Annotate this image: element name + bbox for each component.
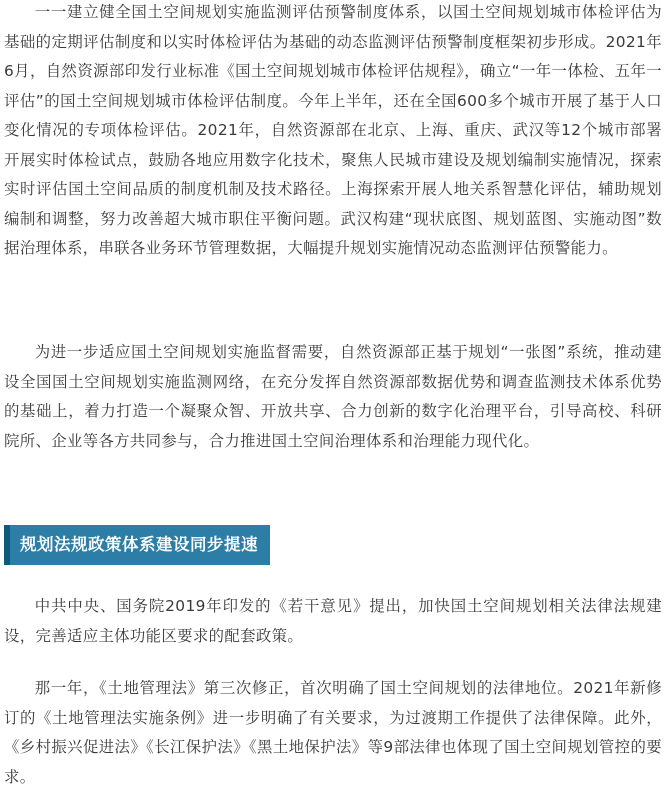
paragraph-monitoring-network: 为进一步适应国土空间规划实施监督需要，自然资源部正基于规划“一张图”系统，推动建设全国国土空间规划实施监测网络，在充分发挥自然资源部数据优势和调查监测技术体系优势的基础上，着力打造一个凝聚众智、开放共享、合力创新的数字化治理平台，引导高校、科研院所、企业等各方共同参与，合力推进国土空间治理体系和治理能力现代化。 xyxy=(4,343,662,450)
paragraph-monitoring-system: 一一建立健全国土空间规划实施监测评估预警制度体系，以国土空间规划城市体检评估为基础的定期评估制度和以实时体检评估为基础的动态监测评估预警制度框架初步形成。2021年6月，自然资源部印发行业标准《国土空间规划城市体检评估规程》，确立“一年一体检、五年一评估”的国土空间规划城市体检评估制度。今年上半年，还在全国600多个城市开展了基于人口变化情况的专项体检评估。2021年，自然资源部在北京、上海、重庆、武汉等12个城市部署开展实时体检试点，鼓励各地应用数字化技术，聚焦人民城市建设及规划编制实施情况，探索实时评估国土空间品质的制度机制及技术路径。上海探索开展人地关系智慧化评估，辅助规划编制和调整，努力改善超大城市职住平衡问题。武汉构建“现状底图、规划蓝图、实施动图”数据治理体系，串联各业务环节管理数据，大幅提升规划实施情况动态监测评估预警能力。 xyxy=(4,3,662,257)
paragraph-land-law: 那一年，《土地管理法》第三次修正，首次明确了国土空间规划的法律地位。2021年新修订的《土地管理法实施条例》进一步明确了有关要求，为过渡期工作提供了法律保障。此外，《乡村振兴促进法》《长江保护法》《黑土地保护法》等9部法律也体现了国土空间规划管控的要求。 xyxy=(4,679,662,786)
section-heading xyxy=(4,525,270,565)
paragraph-opinions: 中共中央、国务院2019年印发的《若干意见》提出，加快国土空间规划相关法律法规建设，完善适应主体功能区要求的配套政策。 xyxy=(4,597,662,645)
section-heading-title: 规划法规政策体系建设同步提速 xyxy=(10,525,270,565)
